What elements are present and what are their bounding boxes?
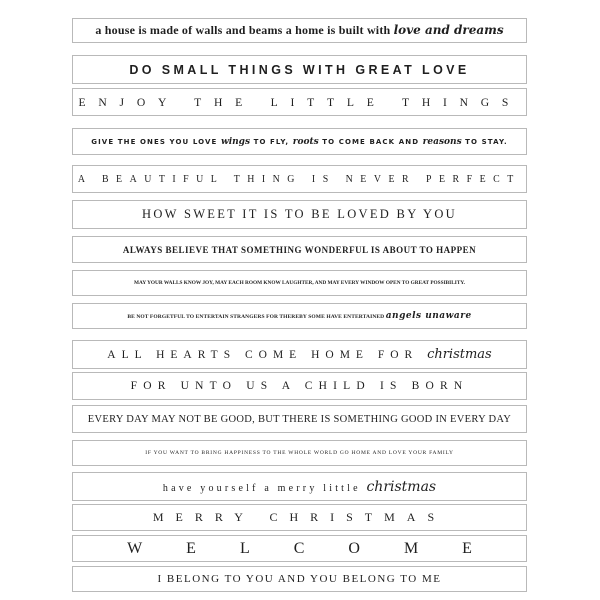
strip-text: MERRY CHRISTMAS bbox=[152, 510, 447, 524]
strip-text: TO FLY, bbox=[250, 137, 293, 146]
stamp-strip bbox=[72, 535, 527, 562]
strip-text: ENJOY THE LITTLE THINGS bbox=[78, 94, 521, 109]
strip-script-text: christmas bbox=[427, 347, 492, 362]
strip-text: EVERY DAY MAY NOT BE GOOD, BUT THERE IS SOMETHING GOOD IN EVERY DAY bbox=[87, 413, 512, 425]
strip-text: GIVE THE ONES YOU LOVE bbox=[91, 137, 221, 146]
strip-text: TO STAY. bbox=[461, 137, 508, 146]
stamp-strip bbox=[72, 236, 527, 263]
strip-text: IF YOU WANT TO BRING HAPPINESS TO THE WHOLE WORLD GO HOME AND LOVE YOUR FAMILY bbox=[145, 450, 454, 456]
strip-text: BE NOT FORGETFUL TO ENTERTAIN STRANGERS FOR THEREBY SOME HAVE ENTERTAINED bbox=[127, 314, 386, 320]
stamp-strip bbox=[72, 55, 527, 84]
strip-script-text: roots bbox=[292, 136, 319, 147]
strip-text: have yourself a merry little bbox=[162, 482, 367, 494]
stamp-strip bbox=[72, 340, 527, 369]
strip-text: ALWAYS BELIEVE THAT SOMETHING WONDERFUL IS ABOUT TO HAPPEN bbox=[122, 244, 477, 255]
strip-script-text: love and dreams bbox=[393, 23, 504, 37]
stamp-strip bbox=[72, 88, 527, 116]
strip-text: a house is made of walls and beams a home is built with bbox=[95, 23, 394, 37]
strip-text: TO COME BACK AND bbox=[318, 137, 423, 146]
stamp-strip bbox=[72, 270, 527, 296]
stamp-strip bbox=[72, 165, 527, 193]
stamp-strip bbox=[72, 504, 527, 531]
strip-script-text: angels unaware bbox=[385, 311, 472, 321]
strip-text: I BELONG TO YOU AND YOU BELONG TO ME bbox=[157, 573, 442, 585]
stamp-strip bbox=[72, 472, 527, 501]
strip-script-text: reasons bbox=[422, 136, 462, 147]
strip-text: MAY YOUR WALLS KNOW JOY, MAY EACH ROOM KNOW LAUGHTER, AND MAY EVERY WINDOW OPEN TO GREAT POSSIBILITY. bbox=[133, 280, 466, 286]
strip-text: DO SMALL THINGS WITH GREAT LOVE bbox=[129, 62, 470, 77]
strip-text: FOR UNTO US A CHILD IS BORN bbox=[130, 380, 469, 392]
strip-script-text: wings bbox=[220, 136, 251, 147]
stamp-strip bbox=[72, 200, 527, 229]
stamp-strip bbox=[72, 18, 527, 43]
stamp-strip bbox=[72, 405, 527, 433]
stamp-strip bbox=[72, 440, 527, 466]
stamp-strip bbox=[72, 303, 527, 329]
strip-text: HOW SWEET IT IS TO BE LOVED BY YOU bbox=[142, 207, 457, 221]
stamp-strip bbox=[72, 566, 527, 592]
stamp-strip bbox=[72, 372, 527, 400]
stamp-strip bbox=[72, 128, 527, 155]
strip-text: WELCOME bbox=[127, 539, 516, 557]
strip-script-text: christmas bbox=[366, 478, 437, 495]
strip-text: ALL HEARTS COME HOME FOR bbox=[107, 349, 428, 361]
strip-text: A BEAUTIFUL THING IS NEVER PERFECT bbox=[78, 173, 521, 185]
